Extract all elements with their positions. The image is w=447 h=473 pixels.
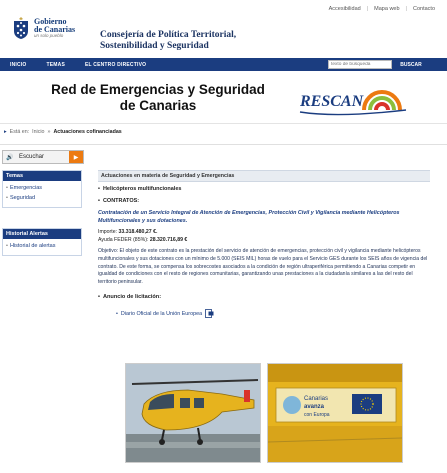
breadcrumb-current: Actuaciones cofinanciadas bbox=[53, 129, 122, 135]
heading-anuncio-text: Anuncio de licitación: bbox=[102, 293, 162, 300]
consejeria-line2: Sostenibilidad y Seguridad bbox=[100, 40, 209, 51]
helicopter-photo bbox=[125, 363, 261, 463]
feder-line bbox=[98, 237, 430, 245]
banner-title-line1: Red de Emergencias y Seguridad bbox=[51, 82, 265, 97]
heading-anuncio bbox=[98, 293, 430, 302]
sticker-line3: con Europa bbox=[304, 412, 330, 418]
heading-helicopteros-text: Helicópteros multifuncionales bbox=[102, 186, 182, 192]
objetivo-text: Objetivo: El objeto de este contrato es la prestación del servicio de atención de emergencias, protección civil y vigilancia mediante helicópteros multifuncionales y sus dotaciones con un mínimo de 5.000 (SEIS MIL) horas de vuelo para el Servicio GES durante los SEIS años de vigencia del contrato. De este forma, se compensa los sobrecostes asociados a la condición de región ultraperiférica permitiendo a Canarias competir en igualdad de condiciones con el resto de regiones comunitarias, garantizando unas prestaciones a la ciudadanía similares a las del resto del territorio peninsular. bbox=[98, 248, 428, 285]
sidebar-historial-title: Historial Alertas bbox=[3, 229, 81, 239]
bullet-icon: • bbox=[98, 197, 100, 204]
sidebar-item-label: Emergencias bbox=[9, 185, 43, 191]
heading-contratos bbox=[98, 197, 430, 206]
sticker-line2: avanza bbox=[304, 404, 325, 410]
breadcrumb bbox=[4, 129, 122, 135]
heading-helicopteros bbox=[98, 185, 430, 194]
breadcrumb-separator: » bbox=[47, 129, 51, 135]
site-header bbox=[0, 0, 447, 58]
listen-label: Escuchar bbox=[19, 154, 45, 160]
coat-of-arms-icon bbox=[12, 16, 30, 40]
gobierno-logo[interactable] bbox=[12, 16, 75, 40]
gobierno-tagline: un solo pueblo bbox=[34, 32, 64, 38]
sidebar-historial-list bbox=[3, 239, 81, 255]
page-banner bbox=[0, 72, 447, 124]
bullet-icon: • bbox=[116, 310, 118, 317]
gobierno-name-line2: de Canarias bbox=[34, 24, 76, 34]
sidebar-item-label: Seguridad bbox=[9, 195, 36, 201]
feder-label: Ayuda FEDER (85%): bbox=[98, 236, 149, 243]
accessibility-link[interactable]: Accesibilidad bbox=[328, 6, 361, 12]
consejeria-line1: Consejería de Política Territorial, bbox=[100, 30, 237, 40]
sticker-line1: Canarias bbox=[304, 396, 329, 402]
divider bbox=[0, 144, 447, 145]
bullet-icon: • bbox=[98, 293, 100, 300]
content-block bbox=[98, 185, 430, 318]
sidebar-item-emergencias[interactable] bbox=[3, 183, 81, 193]
nav-temas[interactable]: TEMAS bbox=[46, 61, 65, 68]
sidebar-item-seguridad[interactable] bbox=[3, 193, 81, 203]
search-button[interactable]: BUSCAR bbox=[394, 60, 428, 69]
listen-widget[interactable] bbox=[2, 150, 84, 164]
sidebar-temas-title: Temas bbox=[3, 171, 81, 181]
rescan-logo-text: RESCAN bbox=[300, 93, 364, 110]
main-content bbox=[98, 170, 430, 318]
sidebar-item-historial-alertas[interactable] bbox=[3, 241, 81, 251]
banner-title bbox=[28, 82, 288, 114]
breadcrumb-prefix: Está en: bbox=[9, 129, 30, 135]
gobierno-name-line1: Gobierno bbox=[34, 16, 67, 26]
sidebar-temas-list bbox=[3, 181, 81, 207]
bullet-icon: • bbox=[6, 195, 8, 201]
sitemap-link[interactable]: Mapa web bbox=[374, 6, 400, 12]
sidebar-historial bbox=[2, 228, 82, 256]
nav-centro-directivo[interactable]: EL CENTRO DIRECTIVO bbox=[84, 61, 147, 68]
separator: | bbox=[405, 6, 407, 12]
importe-value: 33.318.480,27 €. bbox=[118, 228, 158, 235]
search-input[interactable] bbox=[328, 60, 392, 69]
rescan-logo bbox=[298, 80, 410, 118]
breadcrumb-arrow-icon: ▸ bbox=[4, 129, 7, 135]
feder-value: 28.320.716,89 € bbox=[149, 236, 188, 243]
bullet-icon: • bbox=[6, 243, 8, 249]
external-document-icon bbox=[205, 309, 214, 318]
separator: | bbox=[366, 6, 369, 12]
importe-line bbox=[98, 229, 430, 237]
heading-contratos-text: CONTRATOS: bbox=[102, 197, 140, 204]
main-nav bbox=[0, 58, 447, 71]
diario-link-text: Diario Oficial de la Unión Europea bbox=[120, 310, 203, 317]
consejeria-title bbox=[100, 30, 236, 52]
utility-links bbox=[329, 6, 435, 12]
diario-link[interactable] bbox=[116, 309, 430, 318]
bullet-icon: • bbox=[98, 186, 100, 192]
sidebar-temas bbox=[2, 170, 82, 208]
banner-title-line2: de Canarias bbox=[119, 98, 197, 114]
eu-flag-icon bbox=[352, 394, 382, 414]
eu-sticker-image bbox=[268, 364, 403, 463]
contact-link[interactable]: Contacto bbox=[412, 6, 435, 12]
helicopter-detail-photo bbox=[267, 363, 403, 463]
play-icon[interactable]: ▶ bbox=[69, 151, 83, 163]
bullet-icon: • bbox=[6, 185, 8, 191]
nav-inicio[interactable]: INICIO bbox=[10, 61, 27, 68]
importe-label: Importe: bbox=[98, 228, 118, 235]
sidebar-item-label: Historial de alertas bbox=[9, 243, 56, 249]
breadcrumb-link-inicio[interactable]: Inicio bbox=[32, 129, 45, 135]
section-title: Actuaciones en materia de Seguridad y Emergencias bbox=[98, 170, 430, 182]
speaker-icon: 🔊 bbox=[6, 154, 14, 161]
gobierno-text bbox=[34, 18, 75, 39]
contract-title: Contratación de un Servicio Integral de Atención de Emergencias, Protección Civil y Vigilancia mediante Helicópteros Multifuncionales y sus dotaciones. bbox=[98, 210, 400, 225]
helicopter-image bbox=[126, 364, 261, 463]
